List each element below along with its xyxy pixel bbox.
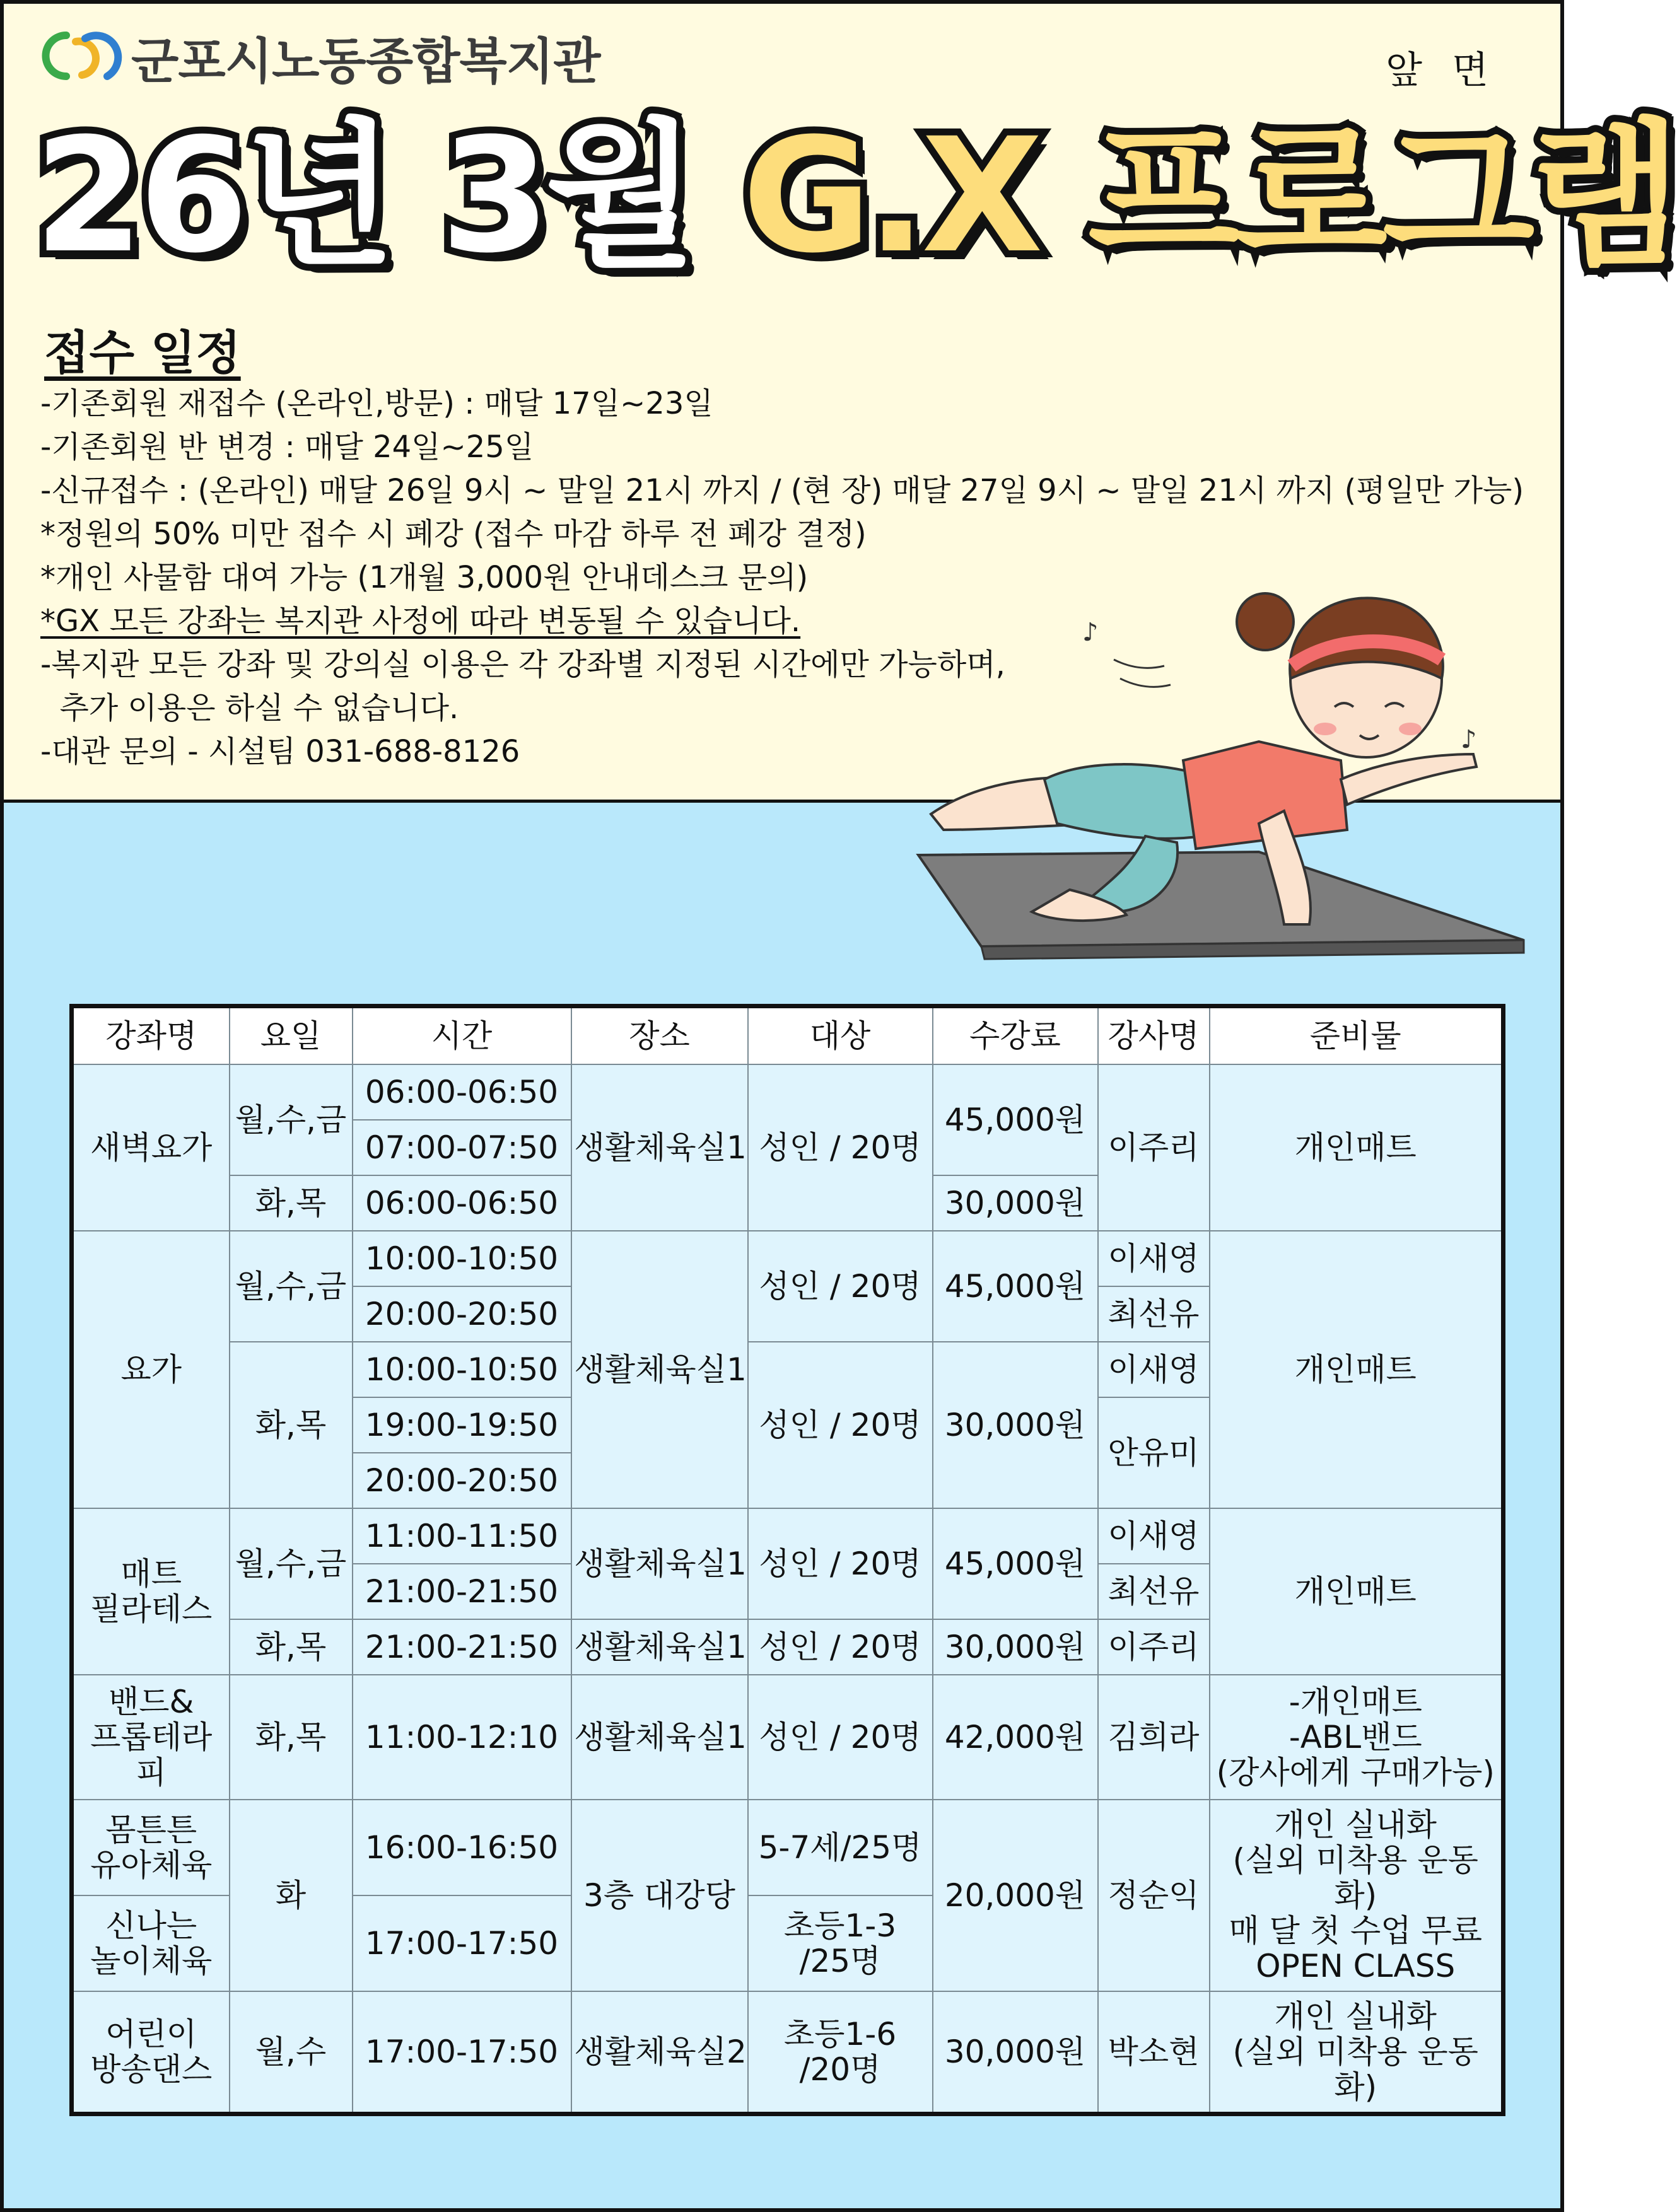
course-time: 21:00-21:50 bbox=[353, 1619, 571, 1675]
note-line: -기존회원 반 변경 : 매달 24일~25일 bbox=[40, 429, 534, 465]
col-header: 수강료 bbox=[933, 1006, 1098, 1065]
table-header-row bbox=[72, 1006, 1504, 1065]
col-header: 요일 bbox=[230, 1006, 353, 1065]
course-teacher: 이새영 bbox=[1098, 1342, 1210, 1397]
course-day: 월,수,금 bbox=[230, 1231, 353, 1342]
course-fee: 30,000원 bbox=[933, 1619, 1098, 1675]
note-line: -대관 문의 - 시설팀 031-688-8126 bbox=[40, 734, 520, 769]
course-name: 어린이 방송댄스 bbox=[72, 1991, 230, 2114]
course-teacher: 안유미 bbox=[1098, 1397, 1210, 1508]
note-line: 추가 이용은 하실 수 없습니다. bbox=[40, 690, 459, 726]
course-time: 11:00-12:10 bbox=[353, 1675, 571, 1800]
course-teacher: 이주리 bbox=[1098, 1619, 1210, 1675]
course-teacher: 박소현 bbox=[1098, 1991, 1210, 2114]
program-table bbox=[69, 1004, 1505, 2116]
table-row bbox=[72, 1064, 1504, 1120]
course-fee: 45,000원 bbox=[933, 1064, 1098, 1175]
course-time: 20:00-20:50 bbox=[353, 1453, 571, 1508]
course-place: 생활체육실1 bbox=[571, 1508, 748, 1619]
course-prep: 개인 실내화 (실외 미착용 운동화) 매 달 첫 수업 무료 OPEN CLASS bbox=[1210, 1800, 1504, 1991]
table-row bbox=[72, 1508, 1504, 1564]
course-teacher: 최선유 bbox=[1098, 1286, 1210, 1342]
course-place: 생활체육실1 bbox=[571, 1064, 748, 1231]
course-time: 06:00-06:50 bbox=[353, 1064, 571, 1120]
course-target: 성인 / 20명 bbox=[748, 1342, 933, 1508]
course-teacher: 이주리 bbox=[1098, 1064, 1210, 1231]
course-place: 3층 대강당 bbox=[571, 1800, 748, 1991]
table-row bbox=[72, 1675, 1504, 1800]
course-prep: 개인매트 bbox=[1210, 1231, 1504, 1508]
course-fee: 30,000원 bbox=[933, 1991, 1098, 2114]
course-time: 20:00-20:50 bbox=[353, 1286, 571, 1342]
course-time: 19:00-19:50 bbox=[353, 1397, 571, 1453]
col-header: 대상 bbox=[748, 1006, 933, 1065]
note-line-emphasis: *GX 모든 강좌는 복지관 사정에 따라 변동될 수 있습니다. bbox=[40, 603, 801, 639]
course-fee: 45,000원 bbox=[933, 1231, 1098, 1342]
note-line: *정원의 50% 미만 접수 시 폐강 (접수 마감 하루 전 폐강 결정) bbox=[40, 516, 867, 552]
course-teacher: 이새영 bbox=[1098, 1231, 1210, 1286]
course-target: 성인 / 20명 bbox=[748, 1675, 933, 1800]
note-line: -복지관 모든 강좌 및 강의실 이용은 각 강좌별 지정된 시간에만 가능하며, bbox=[40, 647, 1005, 682]
org-logo-icon bbox=[38, 26, 126, 89]
course-day: 화,목 bbox=[230, 1619, 353, 1675]
note-line: -기존회원 재접수 (온라인,방문) : 매달 17일~23일 bbox=[40, 386, 713, 421]
course-place: 생활체육실1 bbox=[571, 1675, 748, 1800]
col-header: 강좌명 bbox=[72, 1006, 230, 1065]
course-target: 성인 / 20명 bbox=[748, 1231, 933, 1342]
course-fee: 20,000원 bbox=[933, 1800, 1098, 1991]
course-target: 성인 / 20명 bbox=[748, 1064, 933, 1231]
course-time: 10:00-10:50 bbox=[353, 1231, 571, 1286]
page-side-label: 앞 면 bbox=[1386, 49, 1497, 93]
table-row bbox=[72, 1991, 1504, 2114]
course-day: 화 bbox=[230, 1800, 353, 1991]
course-name: 새벽요가 bbox=[72, 1064, 230, 1231]
course-time: 21:00-21:50 bbox=[353, 1564, 571, 1619]
course-day: 월,수,금 bbox=[230, 1508, 353, 1619]
course-prep: 개인 실내화 (실외 미착용 운동화) bbox=[1210, 1991, 1504, 2114]
course-fee: 42,000원 bbox=[933, 1675, 1098, 1800]
course-fee: 45,000원 bbox=[933, 1508, 1098, 1619]
course-name: 몸튼튼 유아체육 bbox=[72, 1800, 230, 1895]
course-place: 생활체육실2 bbox=[571, 1991, 748, 2114]
course-name: 신나는 놀이체육 bbox=[72, 1895, 230, 1991]
course-teacher: 김희라 bbox=[1098, 1675, 1210, 1800]
org-logo bbox=[38, 23, 600, 92]
title-date: 26년 3월 bbox=[34, 104, 692, 288]
course-prep: 개인매트 bbox=[1210, 1064, 1504, 1231]
note-line: *개인 사물함 대여 가능 (1개월 3,000원 안내데스크 문의) bbox=[40, 560, 809, 595]
course-target: 초등1-6 /20명 bbox=[748, 1991, 933, 2114]
course-name: 요가 bbox=[72, 1231, 230, 1508]
title-program: G.X 프로그램 bbox=[742, 104, 1677, 288]
course-target: 성인 / 20명 bbox=[748, 1508, 933, 1619]
course-fee: 30,000원 bbox=[933, 1175, 1098, 1231]
page-title bbox=[34, 104, 1677, 288]
course-time: 16:00-16:50 bbox=[353, 1800, 571, 1895]
table-row bbox=[72, 1231, 1504, 1286]
course-teacher: 이새영 bbox=[1098, 1508, 1210, 1564]
yoga-girl-illustration bbox=[906, 571, 1524, 975]
course-place: 생활체육실1 bbox=[571, 1619, 748, 1675]
course-teacher: 최선유 bbox=[1098, 1564, 1210, 1619]
course-name: 밴드& 프롭테라피 bbox=[72, 1675, 230, 1800]
course-day: 화,목 bbox=[230, 1675, 353, 1800]
course-prep: -개인매트 -ABL밴드 (강사에게 구매가능) bbox=[1210, 1675, 1504, 1800]
note-line: -신규접수 : (온라인) 매달 26일 9시 ~ 말일 21시 까지 / (현 장) 매달 27일 9시 ~ 말일 21시 까지 (평일만 가능) bbox=[40, 473, 1524, 508]
table-row bbox=[72, 1800, 1504, 1895]
svg-text:♪: ♪ bbox=[1461, 725, 1477, 754]
course-time: 17:00-17:50 bbox=[353, 1991, 571, 2114]
col-header: 강사명 bbox=[1098, 1006, 1210, 1065]
course-target: 초등1-3 /25명 bbox=[748, 1895, 933, 1991]
course-time: 06:00-06:50 bbox=[353, 1175, 571, 1231]
col-header: 준비물 bbox=[1210, 1006, 1504, 1065]
course-time: 11:00-11:50 bbox=[353, 1508, 571, 1564]
course-target: 5-7세/25명 bbox=[748, 1800, 933, 1895]
col-header: 장소 bbox=[571, 1006, 748, 1065]
course-time: 17:00-17:50 bbox=[353, 1895, 571, 1991]
course-day: 화,목 bbox=[230, 1175, 353, 1231]
col-header: 시간 bbox=[353, 1006, 571, 1065]
course-teacher: 정순익 bbox=[1098, 1800, 1210, 1991]
course-place: 생활체육실1 bbox=[571, 1231, 748, 1508]
schedule-heading: 접수 일정 bbox=[44, 326, 241, 380]
course-fee: 30,000원 bbox=[933, 1342, 1098, 1508]
course-day: 월,수 bbox=[230, 1991, 353, 2114]
course-time: 07:00-07:50 bbox=[353, 1120, 571, 1175]
course-day: 월,수,금 bbox=[230, 1064, 353, 1175]
course-name: 매트 필라테스 bbox=[72, 1508, 230, 1675]
org-name: 군포시노동종합복지관 bbox=[131, 33, 600, 90]
course-time: 10:00-10:50 bbox=[353, 1342, 571, 1397]
course-day: 화,목 bbox=[230, 1342, 353, 1508]
course-prep: 개인매트 bbox=[1210, 1508, 1504, 1675]
course-target: 성인 / 20명 bbox=[748, 1619, 933, 1675]
svg-text:♪: ♪ bbox=[1082, 618, 1099, 647]
